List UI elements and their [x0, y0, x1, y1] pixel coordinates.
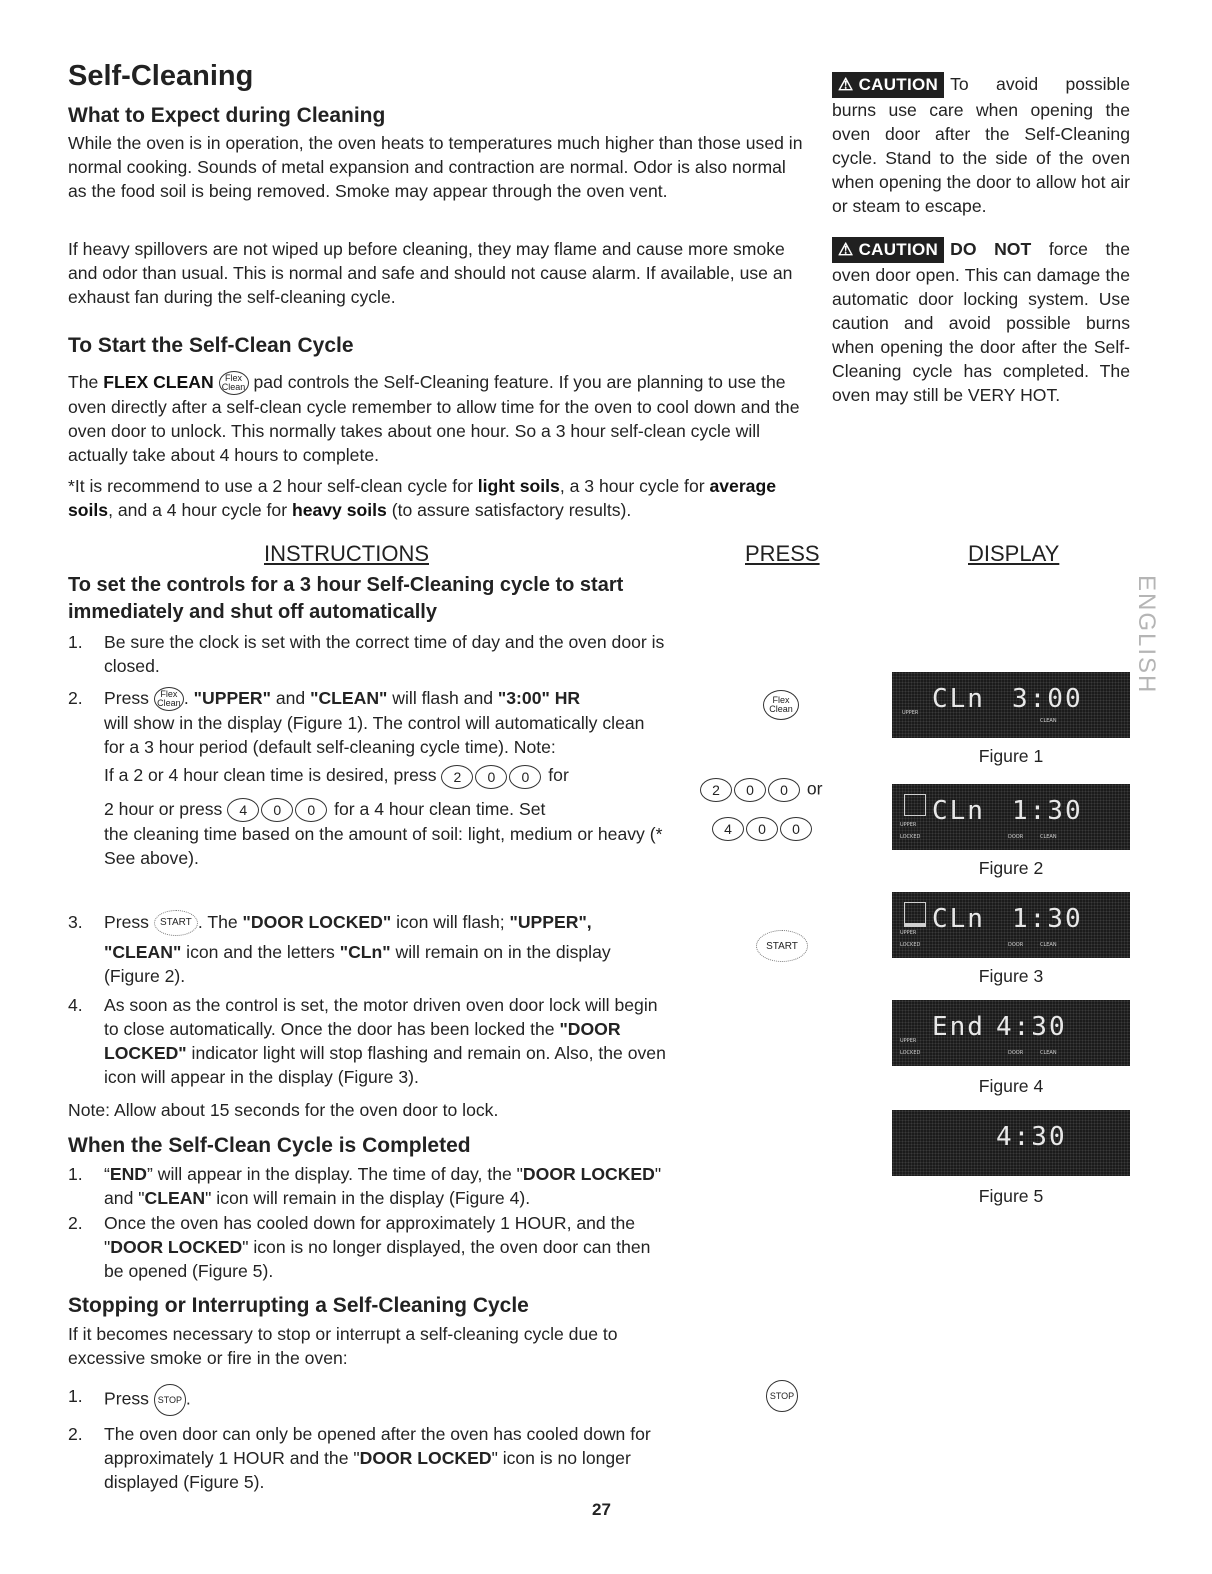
completed-1-c: " and " [104, 1164, 662, 1208]
figure-3-mode: CLn [932, 904, 985, 934]
step-3 [68, 910, 668, 988]
figure-3-door: DOOR [1008, 942, 1024, 948]
step-2-if-line [104, 763, 668, 788]
step-2-flash: will flash and [387, 688, 498, 708]
figure-5-display [892, 1110, 1130, 1176]
key-clean-label: Clean [769, 704, 793, 714]
caution-1-text: To avoid possible burns use care when opening the oven door after the Self-Cleaning cycle. Stand to the side of the oven when opening the door to allow hot air or steam to escape. [832, 74, 1130, 216]
step-4-a: As soon as the control is set, the motor driven oven door lock will begin to close automatically. Once the door has been locked the [104, 995, 658, 1039]
figure-3-upper: UPPER [900, 930, 917, 936]
clean-bold: CLEAN [144, 1188, 206, 1208]
step-3-press: Press [104, 912, 149, 932]
completed-heading: When the Self-Clean Cycle is Completed [68, 1134, 471, 1157]
step-3-text [104, 910, 668, 988]
step-4-text [104, 993, 668, 1089]
key-0-icon: 0 [768, 778, 800, 802]
upper-bold: "UPPER" [193, 688, 271, 708]
stopping-2-b: " icon is no longer displayed (Figure 5). [104, 1448, 631, 1492]
soil-text-e: , and a 4 hour cycle for [108, 500, 292, 520]
step-2-2hr: 2 hour or press [104, 798, 223, 819]
figure-2-upper: UPPER [900, 822, 917, 828]
press-start [756, 930, 808, 962]
key-0-icon: 0 [509, 765, 541, 789]
start-paragraph-1 [68, 370, 808, 467]
step-2-if: If a 2 or 4 hour clean time is desired, press [104, 765, 437, 786]
key-0-icon: 0 [261, 798, 293, 822]
step-2-for: for [548, 765, 569, 786]
completed-2-number: 2. [68, 1213, 83, 1233]
key-2-icon: 2 [441, 765, 473, 789]
figure-4-caption: Figure 4 [978, 1076, 1044, 1096]
page-title: Self-Cleaning [68, 60, 254, 92]
figure-4-time: 4:30 [996, 1012, 1067, 1042]
caution-2-bold: DO NOT [950, 239, 1032, 259]
clean-bold: "CLEAN" [104, 942, 182, 963]
english-side-label: ENGLISH [1133, 575, 1160, 695]
door-locked-bold: DOOR LOCKED [110, 1237, 243, 1257]
figure-4-locked: LOCKED [900, 1050, 921, 1056]
door-locked-bold: "DOOR LOCKED" [104, 1019, 621, 1063]
step-2-sep: . [183, 688, 194, 708]
stopping-1-number: 1. [68, 1386, 83, 1406]
caution-1 [832, 72, 1130, 218]
key-0-icon: 0 [746, 817, 778, 841]
soil-text-a: *It is recommend to use a 2 hour self-clean cycle for [68, 476, 478, 496]
press-keys-200 [700, 778, 823, 802]
completed-1-text [104, 1162, 668, 1210]
step-2 [68, 686, 668, 870]
lock-note: Note: Allow about 15 seconds for the oven door to lock. [68, 1100, 499, 1120]
step-2-end: the cleaning time based on the amount of soil: light, medium or heavy (* See above). [104, 824, 663, 869]
figure-2-door: DOOR [1008, 834, 1024, 840]
figure-1-mode: CLn [932, 684, 985, 714]
step-2-press: Press [104, 688, 149, 708]
step-2-number: 2. [68, 688, 83, 708]
col-press: PRESS [745, 541, 820, 566]
figure-1-caption: Figure 1 [978, 746, 1044, 766]
stopping-step-2 [68, 1422, 668, 1494]
stopping-2-number: 2. [68, 1424, 83, 1444]
figure-4-clean: CLEAN [1040, 1050, 1057, 1056]
start-text-pre: The [68, 372, 104, 392]
step-3-c: icon and the letters [181, 942, 340, 963]
page-number: 27 [592, 1500, 611, 1519]
step-2-text [104, 686, 668, 870]
figure-3-time: 1:30 [1012, 904, 1083, 934]
col-instructions: INSTRUCTIONS [264, 541, 429, 566]
caution-tag-1: ⚠ CAUTION [832, 72, 944, 98]
instructions-heading: To set the controls for a 3 hour Self-Cleaning cycle to start immediately and shut off automatically [68, 574, 624, 623]
step-3-a: . The [197, 912, 243, 932]
stopping-1-press: Press [104, 1388, 149, 1409]
key-0-icon: 0 [734, 778, 766, 802]
figure-2-mode: CLn [932, 796, 985, 826]
flex-clean-key-icon [763, 690, 799, 720]
press-keys-400 [712, 817, 814, 841]
figure-2-clean: CLEAN [1040, 834, 1057, 840]
figure-2-display [892, 784, 1130, 850]
figure-1-time: 3:00 [1012, 684, 1083, 714]
figure-1-display [892, 672, 1130, 738]
caution-tag-2: ⚠ CAUTION [832, 237, 944, 263]
caution-2-label: CAUTION [858, 240, 939, 259]
light-soils: light soils [477, 476, 560, 496]
figure-3-locked: LOCKED [900, 942, 921, 948]
key-2-icon: 2 [700, 778, 732, 802]
completed-1-number: 1. [68, 1164, 83, 1184]
figure-4-mode: End [932, 1012, 985, 1042]
step-1-number: 1. [68, 632, 83, 652]
average-soils: average soils [68, 476, 777, 520]
step-4-b: indicator light will stop flashing and remain on. Also, the oven icon will appear in the display (Figure 3). [104, 1043, 666, 1087]
figure-5-caption: Figure 5 [978, 1186, 1044, 1206]
soil-text-g: (to assure satisfactory results). [386, 500, 632, 520]
cln-bold: "CLn" [339, 942, 391, 963]
step-4-number: 4. [68, 995, 83, 1015]
stopping-intro: If it becomes necessary to stop or interrupt a self-cleaning cycle due to excessive smoke or fire in the oven: [68, 1324, 618, 1368]
key-4-icon: 4 [712, 817, 744, 841]
step-4 [68, 993, 668, 1089]
key-0-icon: 0 [475, 765, 507, 789]
figure-1-clean: CLEAN [1040, 718, 1057, 724]
step-3-b: icon will flash; [391, 912, 510, 932]
completed-2-b: " icon is no longer displayed, the oven door can then be opened (Figure 5). [104, 1237, 651, 1281]
door-locked-bold: "DOOR LOCKED" [242, 912, 392, 932]
figure-4-upper: UPPER [900, 1038, 917, 1044]
figure-3-clean: CLEAN [1040, 942, 1057, 948]
key-clean-label: Clean [157, 698, 181, 709]
step-3-number: 3. [68, 912, 83, 932]
key-4-icon: 4 [227, 798, 259, 822]
press-flex-clean [763, 690, 799, 720]
door-locked-bold: DOOR LOCKED [522, 1164, 655, 1184]
figure-2-oven-icon [904, 794, 926, 816]
completed-1-a: “ [104, 1164, 110, 1184]
expect-heading: What to Expect during Cleaning [68, 104, 386, 127]
end-bold: END [109, 1164, 148, 1184]
key-0-icon: 0 [780, 817, 812, 841]
col-display: DISPLAY [968, 541, 1060, 566]
stopping-heading: Stopping or Interrupting a Self-Cleaning Cycle [68, 1294, 529, 1317]
step-2-rest: will show in the display (Figure 1). The control will automatically clean for a 3 hour period (default self-cleaning cycle time). Note: [104, 713, 645, 758]
step-1-text: Be sure the clock is set with the correct time of day and the oven door is closed. [104, 632, 665, 676]
figure-2-caption: Figure 2 [978, 858, 1044, 878]
start-paragraph-2 [68, 474, 808, 522]
clean-bold: "CLEAN" [310, 688, 388, 708]
heavy-soils: heavy soils [291, 500, 387, 520]
key-flex-label: Flex [160, 689, 178, 700]
key-clean-label: Clean [221, 382, 246, 393]
caution-2 [832, 237, 1130, 407]
stop-key-icon: STOP [154, 1384, 186, 1416]
expect-paragraph-2: If heavy spillovers are not wiped up before cleaning, they may flame and cause more smoke and odor than usual. This is normal and safe and should not cause alarm. If available, use an exhaust fan during the self-cleaning cycle. [68, 239, 793, 307]
figure-4-door: DOOR [1008, 1050, 1024, 1056]
upper-bold: "UPPER", [509, 912, 592, 932]
completed-2-text [104, 1211, 668, 1283]
step-2-or-line [104, 797, 668, 822]
stopping-2-a: The oven door can only be opened after the oven has cooled down for approximately 1 HOUR and the " [104, 1424, 651, 1468]
soil-text-c: , a 3 hour cycle for [559, 476, 710, 496]
step-1 [68, 630, 668, 678]
figure-3-caption: Figure 3 [978, 966, 1044, 986]
step-3-d: will remain on in the display (Figure 2). [104, 942, 611, 987]
or-text: or [806, 778, 823, 799]
completed-2-a: Once the oven has cooled down for approximately 1 HOUR, and the " [104, 1213, 636, 1257]
stopping-2-text [104, 1422, 668, 1494]
step-2-4hr: for a 4 hour clean time. Set [334, 798, 546, 819]
figure-4-display [892, 1000, 1130, 1066]
stopping-step-1 [68, 1384, 668, 1416]
flex-clean-key-icon [219, 371, 249, 395]
figure-3-display [892, 892, 1130, 958]
door-locked-bold: DOOR LOCKED [359, 1448, 492, 1468]
press-stop [766, 1380, 798, 1412]
flex-clean-bold: FLEX CLEAN [103, 372, 214, 392]
completed-step-1 [68, 1162, 668, 1210]
completed-1-b: ” will appear in the display. The time of day, the " [147, 1164, 523, 1184]
start-heading: To Start the Self-Clean Cycle [68, 334, 354, 357]
time-bold: "3:00" HR [497, 688, 581, 708]
step-3-line-2 [104, 940, 668, 988]
start-text-post: pad controls the Self-Cleaning feature. If you are planning to use the oven directly after a self-clean cycle remember to allow time for the oven to cool down and the oven door to unlock. This normally takes about one hour. So a 3 hour self-clean cycle will actually take about 4 hours to complete. [68, 372, 800, 466]
completed-1-d: " icon will remain in the display (Figure 4). [205, 1188, 531, 1208]
figure-1-upper: UPPER [902, 710, 919, 716]
caution-1-label: CAUTION [858, 75, 939, 94]
flex-clean-key-icon [154, 687, 184, 711]
key-0-icon: 0 [295, 798, 327, 822]
caution-2-text: force the oven door open. This can damage the automatic door locking system. Use caution and avoid possible burns when opening the door after the Self-Cleaning cycle has completed. The oven may still be VERY HOT. [832, 239, 1130, 405]
step-2-and: and [270, 688, 311, 708]
stopping-1-text: Press STOP . [104, 1384, 668, 1416]
key-flex-label: Flex [772, 695, 790, 705]
expect-paragraph-1: While the oven is in operation, the oven heats to temperatures much higher than those used in normal cooking. Sounds of metal expansion and contraction are normal. Odor is also normal as the food soil is being removed. Smoke may appear through the oven vent. [68, 133, 803, 201]
start-key-icon: START [154, 910, 198, 936]
key-flex-label: Flex [225, 373, 243, 384]
figure-5-time: 4:30 [996, 1122, 1067, 1152]
completed-step-2 [68, 1211, 668, 1283]
start-key-icon: START [756, 930, 808, 962]
figure-2-time: 1:30 [1012, 796, 1083, 826]
figure-2-locked: LOCKED [900, 834, 921, 840]
stop-key-icon: STOP [766, 1380, 798, 1412]
figure-3-oven-icon [904, 902, 926, 927]
